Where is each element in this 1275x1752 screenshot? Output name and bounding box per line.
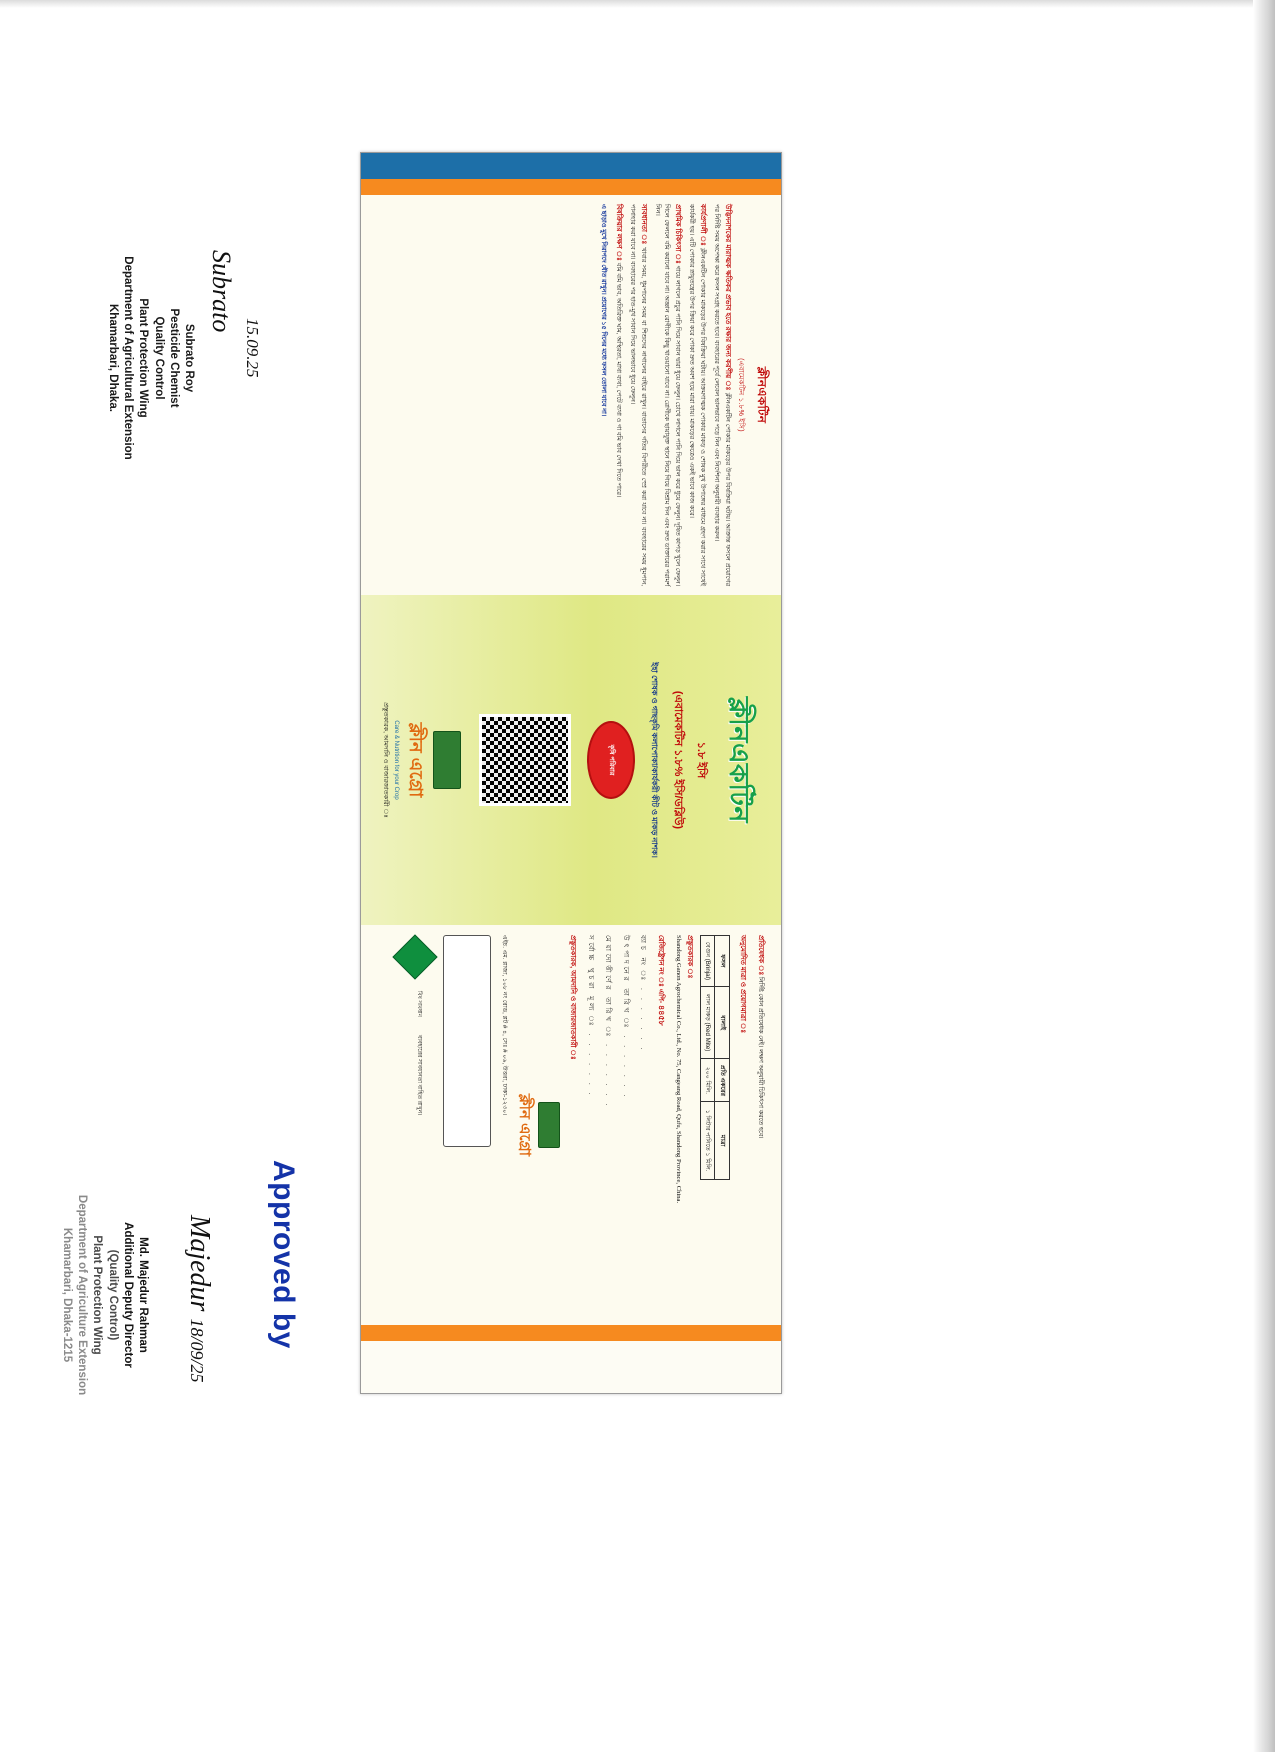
- cell-dose: ১ লিটার পানিতে ১ মিলি.: [701, 1102, 715, 1180]
- label-directions-panel: [361, 195, 781, 595]
- label-orange-stripe-right: [361, 1325, 781, 1341]
- dose-table: [700, 935, 730, 1180]
- col-dose: মাত্রা: [715, 1102, 729, 1180]
- manufacturer-block: প্রস্তুতকারক ঃ Shandong Ganon Agrochemical Co., Ltd., No. 75, Cangeang Road, Qufu, Shandong Province, China.: [675, 935, 693, 1204]
- leaflet-para-1: কার্যপ্রণালী ঃ ক্লীনএকটিন পোকার মাকড়ের উপর বিষক্রিয়া ঘটায়। আক্রমণাত্মক পোকার মাকড় ও শোষক মুখ উপাঙ্গের মাধ্যমে গ্রহণ করার সাথে সাথেই কার্যকরী হয়। এটি পোকার স্নায়ুতন্ত্রের উপর ক্রিয়া করে পোকা দ্রুত অবশ হয়ে মারা যায়। মাকড়ের ক্ষেত্রেও একই ভাবে কাজ করে।: [688, 204, 707, 586]
- approver-location: Khamarbari, Dhaka-1215: [61, 1227, 74, 1363]
- approval-seal-icon: কৃষি পরিবার: [587, 721, 635, 799]
- chemist-signature: Subrato: [207, 250, 236, 333]
- table-header-row: [715, 936, 729, 1180]
- chemist-name: Subrato Roy: [183, 323, 195, 393]
- manufacturer-address: Shandong Ganon Agrochemical Co., Ltd., No. 75, Cangeang Road, Qufu, Shandong Province, China.: [675, 935, 683, 1204]
- company-name: ক্লীন এগ্রো: [406, 722, 426, 798]
- poison-warning-diamond-icon: [393, 934, 438, 979]
- label-info-panel: [361, 925, 781, 1325]
- qr-code-icon: [479, 714, 571, 806]
- col-pest: বালাই: [715, 986, 729, 1059]
- poison-warning-label: বিষ সাবধান: [415, 991, 422, 1017]
- dose-heading: অনুমোদিত মাত্রা ও প্রয়োগমাত্রা ঃ: [739, 935, 747, 1034]
- col-per-acre: প্রতি একরের: [715, 1059, 729, 1102]
- batch-print-box: [443, 935, 491, 1147]
- importer-name: ক্লীন এগ্রো: [515, 1093, 533, 1157]
- importer-address: এইচ. এম. প্লাজা, ১০৮ নং রোড, প্লট # ৪, সেঃ # ০৬, উত্তরা, ঢাকা-১২৩০।: [501, 935, 509, 1116]
- importer-leaf-icon: [538, 1102, 560, 1148]
- product-name: ক্লীনএকটিন: [724, 697, 754, 823]
- approver-stamp: [59, 1150, 150, 1440]
- poison-warning-block: [399, 935, 437, 1315]
- batch-field-0: ব্যাচ নং ঃ . . . . . . .: [639, 935, 647, 1053]
- leaflet-para-5: এ ছাড়াও মুখে নিরাপদে ধৌত রাখুন। প্রয়োগের ১৫ দিনের মধ্যে ফসল তোলা যাবে না।: [599, 204, 607, 417]
- cell-per-acre: ২০০ মিলি.: [701, 1059, 715, 1102]
- antidote-block: প্রতিষেধক ঃ নির্দিষ্ট কোন প্রতিষেধক নেই। লক্ষণ অনুযায়ী চিকিৎসা করতে হবে।: [756, 935, 764, 1139]
- leaflet-brand-title: ক্লীনএকটিন (এবামেকটিন ১.৮% ইসি): [737, 358, 769, 432]
- batch-field-1: উৎপাদনের তারিখ ঃ . . . . . . .: [621, 935, 629, 1100]
- product-descriptor: ইহা শোষক ও গাছকৃমি কলাপোকা/কার্যকরী কীট ও মাকড় নাশক।: [650, 662, 659, 858]
- cell-crop: বেগুন (Brinjal): [701, 936, 715, 987]
- product-strength: ১.৮ ইসি: [695, 741, 707, 779]
- col-crop: ফসল: [715, 936, 729, 987]
- leaflet-para-2: প্রাথমিক চিকিৎসা ঃ গায়ে লাগলে প্রচুর পানি দিয়ে সাবান দ্বারা ধুয়ে ফেলুন। চোখে লাগলে পানি দিয়ে ভাল করে ধুয়ে ফেলুন। দূষিত কাপড় খুলে ফেলুন। গিলে ফেললে বমি করানো যাবে না। অজ্ঞান রোগীকে কিছু খাওয়ানো যাবে না। রোগীকে ছায়াযুক্ত স্থানে নিয়ে গিয়ে বিশ্রাম দিন এবং দ্রুত ডাক্তারের পরামর্শ নিন।: [653, 204, 682, 586]
- registration-block: রেজিষ্ট্রেশন নং ঃ এপি- ৪৪৫৮: [656, 935, 666, 1026]
- chemist-title: Pesticide Chemist: [167, 308, 180, 408]
- scan-top-edge: [0, 0, 1275, 8]
- approver-office: (Quality Control): [106, 1249, 119, 1341]
- approver-title: Additional Deputy Director: [121, 1222, 134, 1368]
- leaflet-para-3: সাবধানতা ঃ খাবার সময়, ধূমপানের সময় বা শিশুদের নাগালের বাইরে রাখুন। বাতাসের গতির বিপরীতে স্প্রে করা যাবে না। ব্যবহারের সময় ধূমপান, পানাহার করা যাবে না। ব্যবহারের পর হাত-মুখ সাবান দিয়ে ভালভাবে ধুয়ে ফেলুন।: [628, 204, 647, 586]
- label-sheet: [360, 152, 782, 1394]
- registration-number: ৪৪৫৮: [656, 1005, 666, 1026]
- company-logo-block: [380, 702, 461, 818]
- leaf-logo-icon: [433, 731, 461, 789]
- table-row: [701, 936, 715, 1180]
- approver-signature-date: 18/09/25: [187, 1318, 207, 1383]
- chemist-stamp: [105, 228, 196, 488]
- approver-signature: Majedur 18/09/25: [184, 1215, 215, 1383]
- chemist-signature-date: 15.09.25: [243, 318, 262, 378]
- warning-note: ব্যবহারের সাবধানতা বাহিত রাখুন।: [415, 1035, 422, 1116]
- chemist-location: Khamarbari, Dhaka.: [107, 303, 120, 412]
- importer-heading: প্রস্তুতকারক, আমদানি ও বাজারজাতকারী ঃ: [569, 935, 577, 1060]
- leaflet-para-0: উদ্ভিদনাশকের মারাত্মক ক্ষতিকর প্রভাব হতে রক্ষার জন্য করণীয় ঃ ক্লীনএকটিন পোকার মাকড়ের উপর বিষক্রিয়া ঘটায়। আক্রান্ত ফসলে প্রয়োগের পর নির্দিষ্ট সময় অপেক্ষা করে ফসল সংগ্রহ করতে হবে। ব্যবহারের পূর্বে লেবেল ভালভাবে পড়ে নিন এবং নির্দেশনা অনুযায়ী ব্যবহার করুন।: [712, 204, 731, 586]
- company-tagline: Care & Nutrition for your Crop: [393, 720, 399, 800]
- label-orange-stripe-left: [361, 179, 781, 195]
- product-formulation: (এবামেকটিন ১.৮% ইসি/ডব্লিউ): [672, 690, 684, 830]
- pesticide-label-artwork: [360, 152, 780, 1392]
- batch-field-2: মেয়াদোত্তীর্ণের তারিখ ঃ . . . . . . .: [604, 935, 612, 1109]
- importer-logo-block: [512, 935, 560, 1315]
- leaflet-para-4: বিষক্রিয়ার লক্ষণ ঃ বমি বমি ভাব, অতিরিক্ত ঘাম, অস্থিরতা, মাথা ব্যথা, পেটে ব্যথা ও গা বমি ভাব দেখা দিতে পারে।: [614, 204, 622, 498]
- chemist-office: Quality Control: [152, 316, 165, 400]
- approver-wing: Plant Protection Wing: [91, 1235, 104, 1355]
- scan-right-edge: [1253, 0, 1275, 1752]
- approver-name: Md. Majedur Rahman: [137, 1237, 149, 1353]
- chemist-wing: Plant Protection Wing: [137, 298, 150, 418]
- cell-pest: লাল মাকড় (Red Mite): [701, 986, 715, 1059]
- approver-department: Department of Agriculture Extension: [76, 1194, 89, 1396]
- label-blue-stripe: [361, 153, 781, 179]
- approved-by-heading: Approved by: [267, 1160, 300, 1349]
- batch-field-3: সর্বোচ্চ খুচরা মূল্য ঃ . . . . . . .: [586, 935, 594, 1098]
- importer-line: প্রস্তুতকারক, আমদানি ও বাজারজাতকারী ঃ: [382, 702, 389, 818]
- chemist-department: Department of Agricultural Extension: [122, 256, 135, 460]
- label-front-face-panel: [361, 595, 781, 925]
